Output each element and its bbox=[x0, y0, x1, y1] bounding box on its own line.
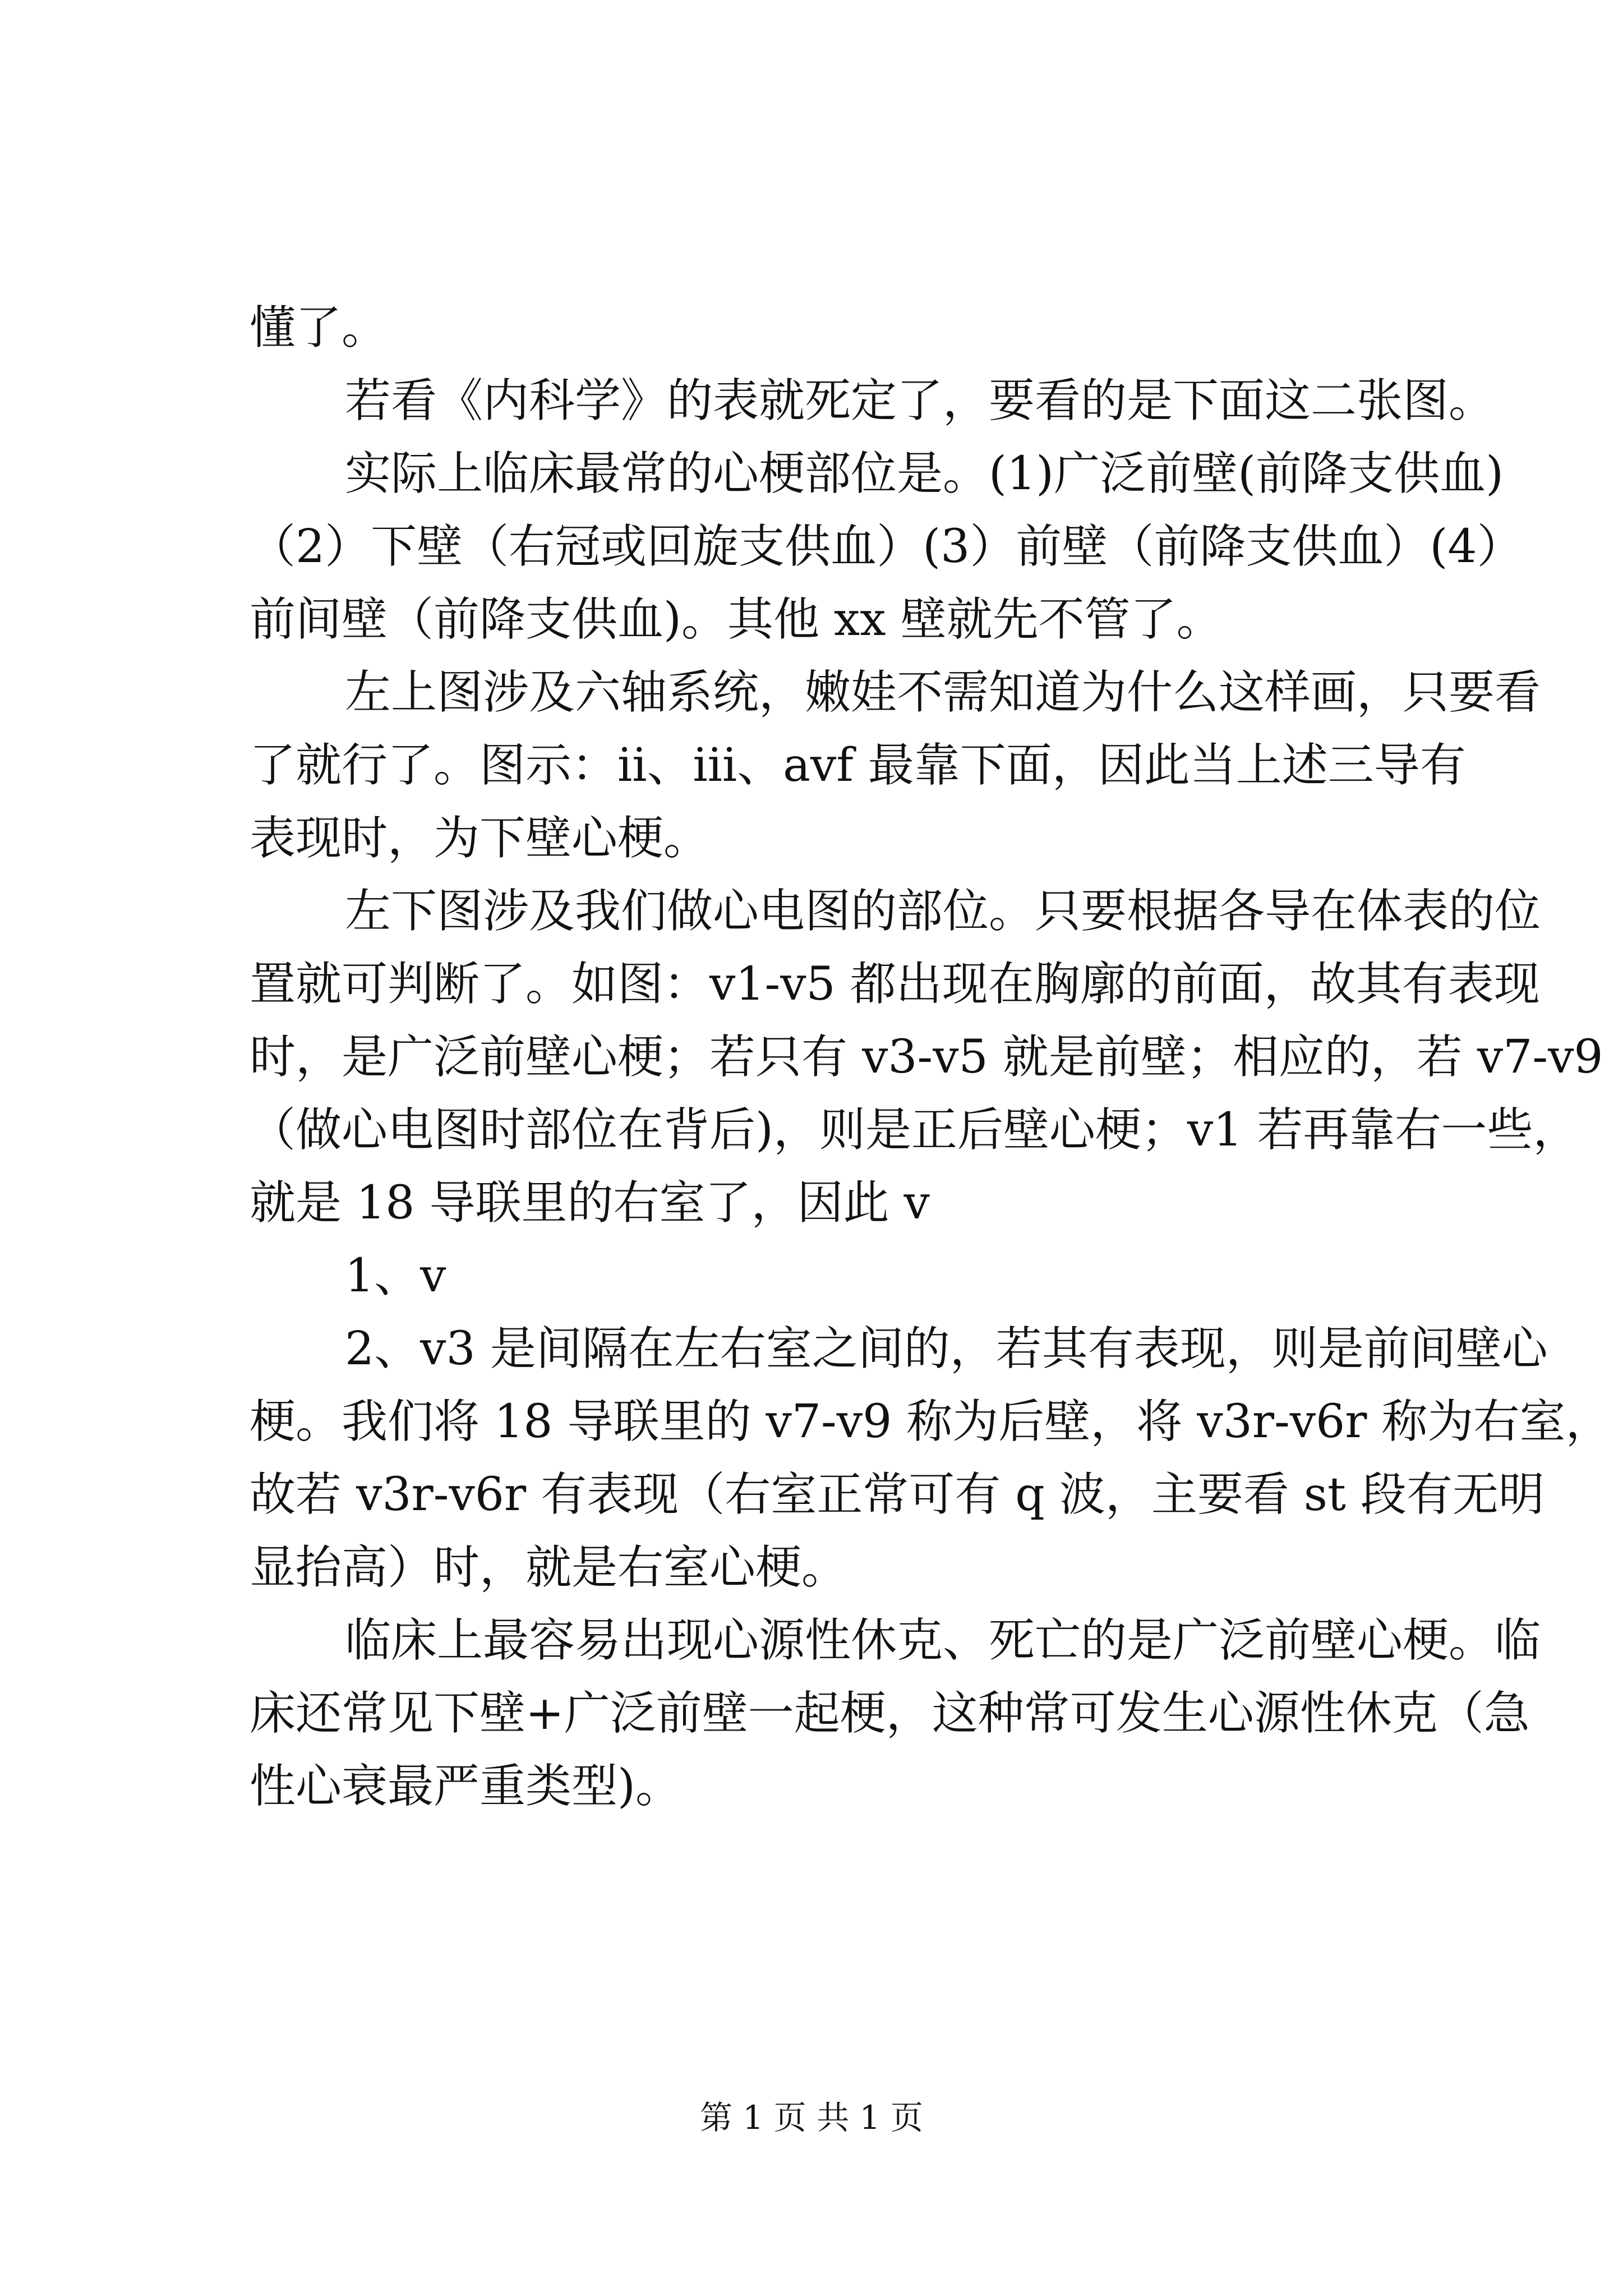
text-line: 表现时，为下壁心梗。 bbox=[250, 812, 710, 865]
text-line: 懂了。 bbox=[250, 301, 388, 355]
text-line: （2）下壁（右冠或回旋支供血）(3）前壁（前降支供血）(4） bbox=[250, 520, 1523, 573]
text-line: 若看《内科学》的表就死定了，要看的是下面这二张图。 bbox=[345, 374, 1495, 427]
text-line: 前间壁（前降支供血)。其他 xx 壁就先不管了。 bbox=[250, 593, 1223, 646]
text-line: 显抬高）时，就是右室心梗。 bbox=[250, 1541, 848, 1594]
text-line: 临床上最容易出现心源性休克、死亡的是广泛前壁心梗。临 bbox=[345, 1614, 1541, 1667]
text-line: 时，是广泛前壁心梗；若只有 v3-v5 就是前壁；相应的，若 v7-v9 bbox=[250, 1030, 1603, 1084]
text-line: 左下图涉及我们做心电图的部位。只要根据各导在体表的位 bbox=[345, 885, 1541, 938]
text-line: （做心电图时部位在背后)，则是正后壁心梗；v1 若再靠右一些， bbox=[250, 1103, 1579, 1157]
text-line: 1、v bbox=[345, 1249, 446, 1303]
text-line: 床还常见下壁+广泛前壁一起梗，这种常可发生心源性休克（急 bbox=[250, 1687, 1530, 1740]
text-line: 置就可判断了。如图：v1-v5 都出现在胸廓的前面，故其有表现 bbox=[250, 958, 1540, 1011]
text-line: 性心衰最严重类型)。 bbox=[250, 1760, 681, 1813]
text-line: 2、v3 是间隔在左右室之间的，若其有表现，则是前间壁心 bbox=[345, 1322, 1548, 1375]
text-line: 梗。我们将 18 导联里的 v7-v9 称为后壁，将 v3r-v6r 称为右室， bbox=[250, 1395, 1612, 1448]
text-line: 了就行了。图示：ii、iii、avf 最靠下面，因此当上述三导有 bbox=[250, 739, 1466, 792]
text-line: 实际上临床最常的心梗部位是。(1)广泛前壁(前降支供血) bbox=[345, 447, 1504, 500]
text-line: 左上图涉及六轴系统，嫩娃不需知道为什么这样画，只要看 bbox=[345, 666, 1541, 719]
text-line: 就是 18 导联里的右室了，因此 v bbox=[250, 1176, 930, 1230]
text-line: 故若 v3r-v6r 有表现（右室正常可有 q 波，主要看 st 段有无明 bbox=[250, 1468, 1545, 1521]
document-body bbox=[250, 292, 1612, 1823]
page-footer: 第 1 页 共 1 页 bbox=[700, 2099, 923, 2137]
